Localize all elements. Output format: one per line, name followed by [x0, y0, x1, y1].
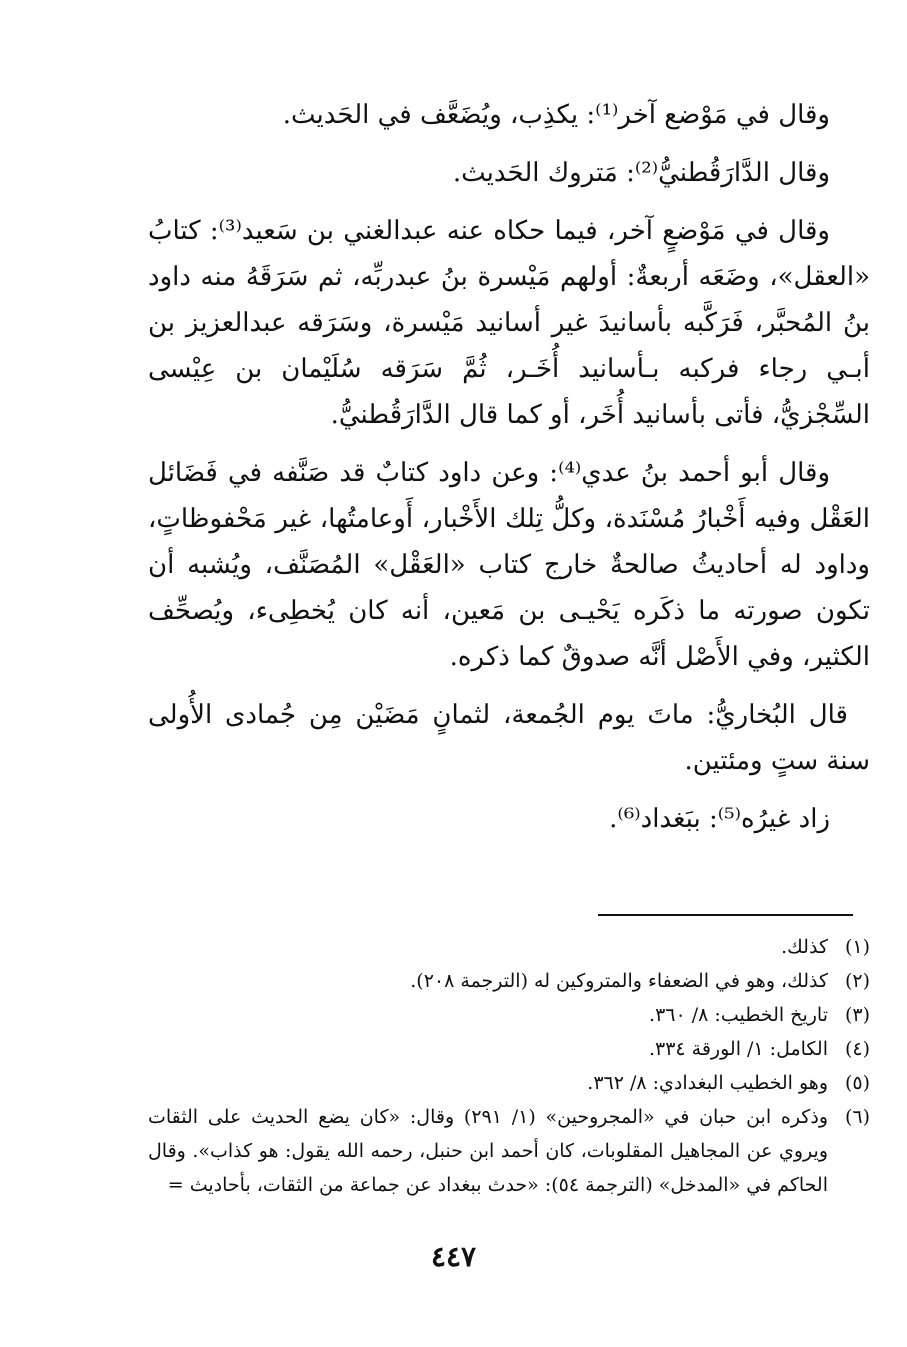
footnote-5 — [148, 1066, 870, 1100]
footnote-text: وهو الخطيب البغدادي: ٨/ ٣٦٢. — [587, 1072, 828, 1094]
paragraph-6: زاد غيرُه⁽⁵⁾: ببَغداد⁽⁶⁾. — [609, 804, 830, 834]
footnote-1 — [148, 930, 870, 964]
paragraph-3: وقال في مَوْضعٍ آخر، فيما حكاه عنه عبدالغني بن سَعيد⁽³⁾: كتابُ «العقل»، وضَعَه أربعةٌ: أولهم مَيْسرة بنُ عبدربِّه، ثم سَرَقَهُ منه داود بنُ المُحبَّر، فَرَكَّبه بأسانيدَ غير أسانيد مَيْسرة، وسَرَقه عبدالعزيز بن أبـي رجاء فركبه بـأسانيد أُخَـر، ثُمَّ سَرَقه سُلَيْمان بن عِيْسى السِّجْزيُّ، فأتى بأسانيد أُخَر، أو كما قال الدَّارَقُطنيُّ. — [148, 216, 870, 430]
paragraph-5: قال البُخاريُّ: ماتَ يوم الجُمعة، لثمانٍ مَضَيْن مِن جُمادى الأُولى سنة ستٍ ومئتين. — [148, 700, 870, 776]
footnote-text: الكامل: ١/ الورقة ٣٣٤. — [648, 1038, 828, 1060]
footnote-number: (٤) — [844, 1038, 870, 1060]
main-text — [148, 92, 870, 854]
footnote-text: كذلك، وهو في الضعفاء والمتروكين له (الترجمة ٢٠٨). — [410, 970, 828, 992]
footnote-3 — [148, 998, 870, 1032]
footnote-text: تاريخ الخطيب: ٨/ ٣٦٠. — [649, 1004, 828, 1026]
footnote-number: (٣) — [844, 1004, 870, 1026]
footnotes — [148, 930, 870, 1202]
paragraph-4: وقال أبو أحمد بنُ عدي⁽⁴⁾: وعن داود كتابٌ قد صَنَّفه في فَضَائل العَقْل وفيه أَخْبارُ مُسْنَدة، وكلُّ تِلك الأَخْبار، أَوعامتُها، غير مَحْفوظاتٍ، وداود له أحاديثُ صالحةٌ خارج كتاب «العَقْل» المُصَنَّف، ويُشبه أن تكون صورته ما ذكَره يَحْيـى بن مَعين، أنه كان يُخطِىء، ويُصحِّف الكثير، وفي الأَصْل أنَّه صدوقٌ كما ذكره. — [148, 458, 870, 672]
paragraph-2: وقال الدَّارَقُطنيُّ⁽²⁾: مَتروك الحَديث. — [452, 158, 830, 188]
page-number: ٤٤٧ — [430, 1240, 477, 1273]
footnote-4 — [148, 1032, 870, 1066]
footnote-number: (٢) — [844, 970, 870, 992]
footnote-number: (٦) — [844, 1106, 870, 1128]
footnote-separator — [598, 914, 853, 916]
footnote-6 — [148, 1100, 870, 1202]
footnote-number: (٥) — [844, 1072, 870, 1094]
footnote-text: كذلك. — [781, 936, 828, 958]
footnote-text: وذكره ابن حبان في «المجروحين» (١/ ٢٩١) وقال: «كان يضع الحديث على الثقات ويروي عن المجاهيل المقلوبات، كان أحمد ابن حنبل، رحمه الله يقول: هو كذاب». وقال الحاكم في «المدخل» (الترجمة ٥٤): «حدث ببغداد عن جماعة من الثقات، بأحاديث = — [148, 1106, 828, 1196]
paragraph-1: وقال في مَوْضع آخر⁽¹⁾: يكذِب، ويُضَعَّف في الحَديث. — [282, 100, 830, 130]
footnote-number: (١) — [844, 936, 870, 958]
footnote-2 — [148, 964, 870, 998]
